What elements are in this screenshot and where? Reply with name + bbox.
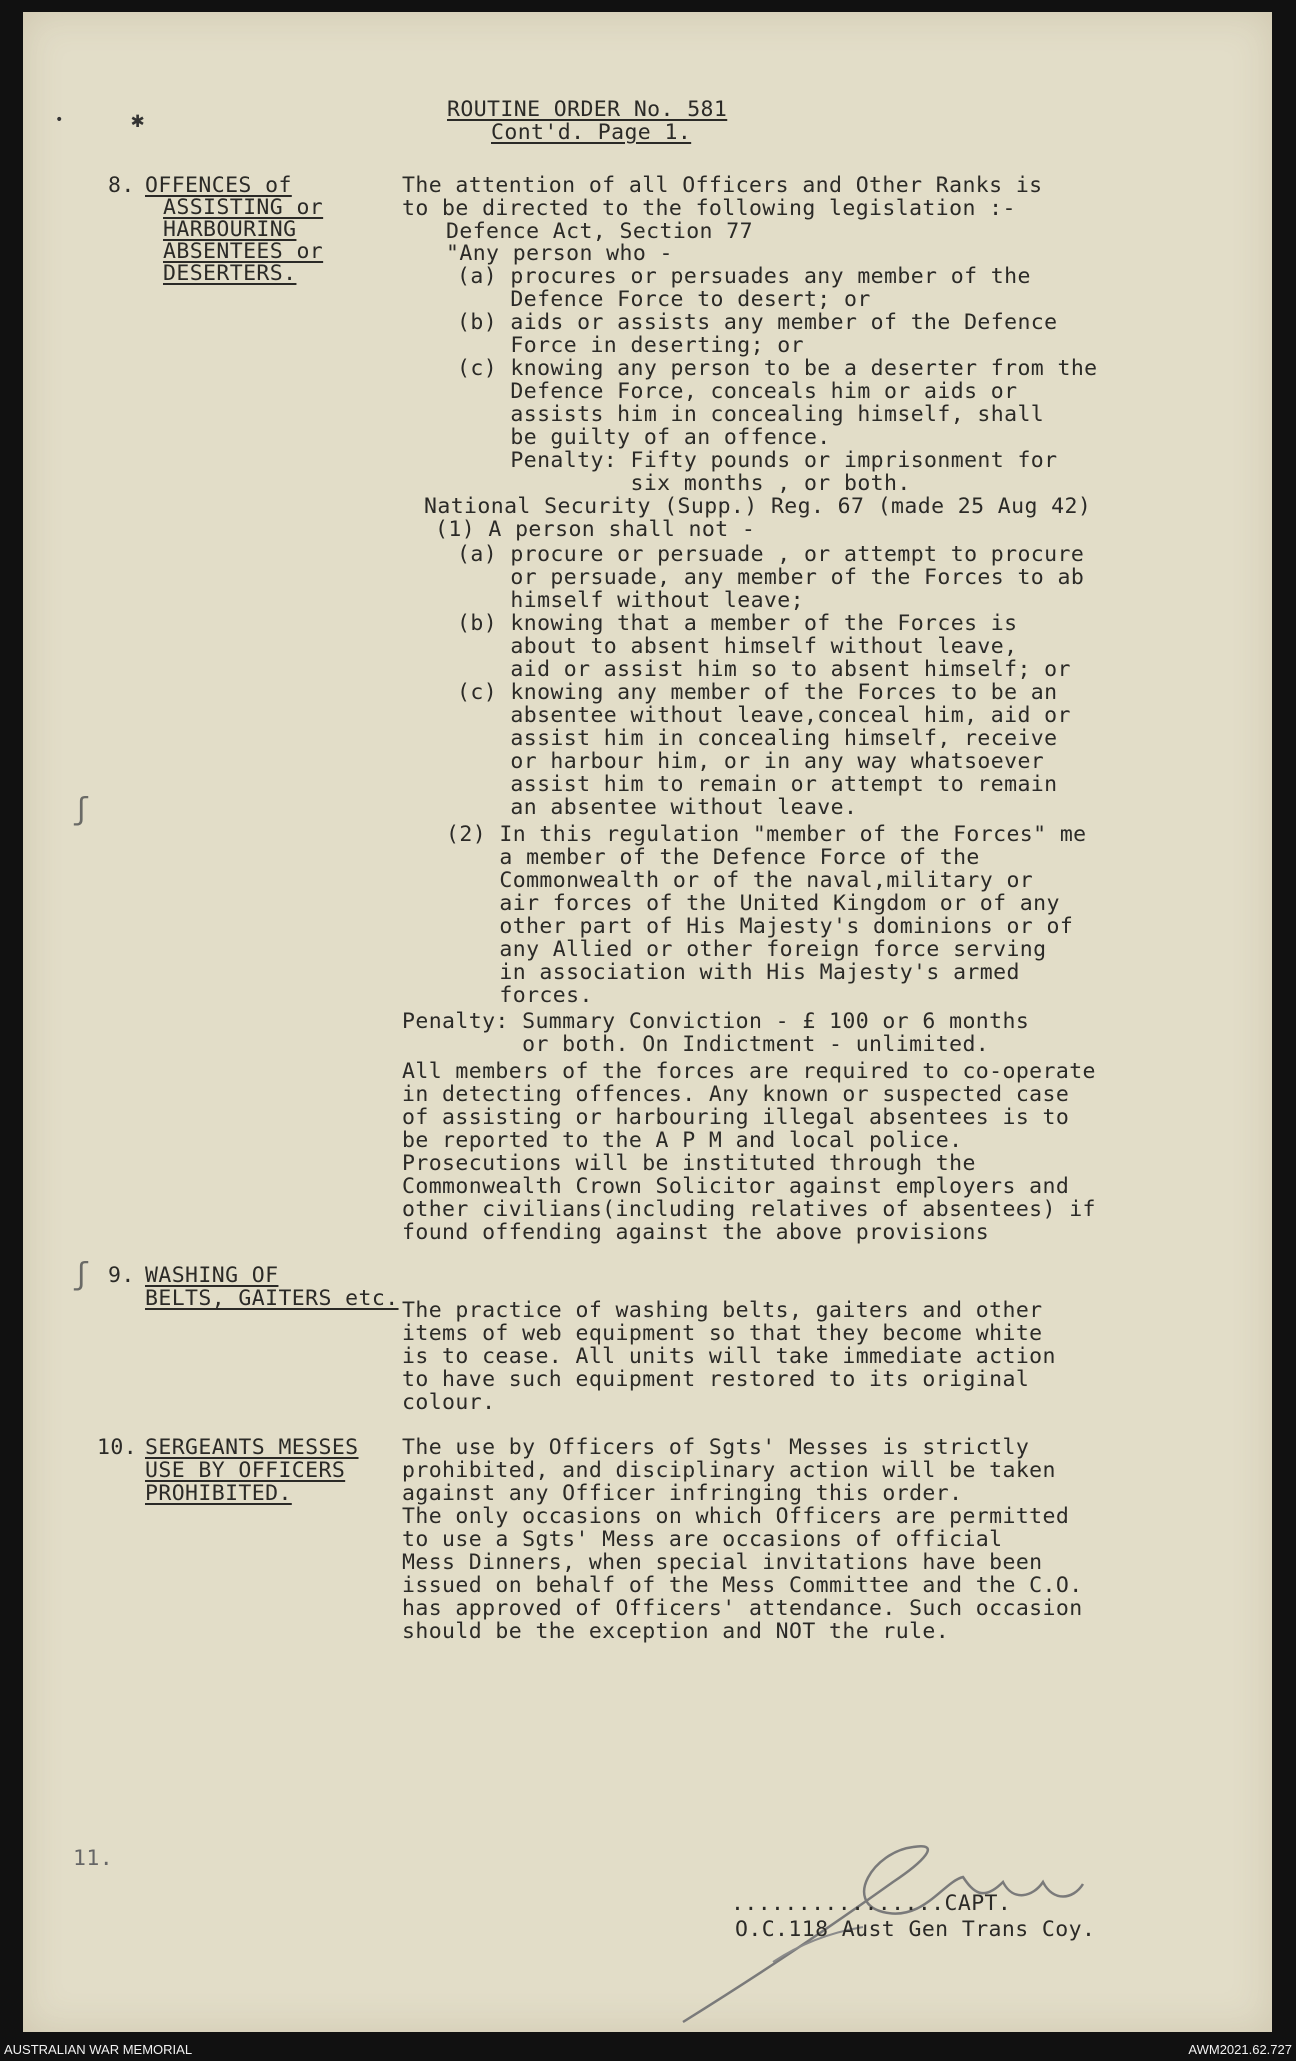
body-line: The only occasions on which Officers are permitted xyxy=(402,1504,1070,1529)
body-line: found offending against the above provisions xyxy=(402,1220,990,1245)
body-line: issued on behalf of the Mess Committee and the C.O. xyxy=(402,1573,1083,1598)
section-heading-line: SERGEANTS MESSES xyxy=(145,1435,359,1460)
body-line: air forces of the United Kingdom or of any xyxy=(446,891,1060,916)
body-line: assist him in concealing himself, receive xyxy=(457,726,1058,751)
body-line: The practice of washing belts, gaiters and other xyxy=(402,1298,1043,1323)
body-line: against any Officer infringing this order. xyxy=(402,1481,963,1506)
body-line: be guilty of an offence. xyxy=(457,425,831,450)
section-number: 10. xyxy=(97,1435,138,1460)
body-line: Commonwealth Crown Solicitor against employers and xyxy=(402,1174,1070,1199)
body-line: or harbour him, or in any way whatsoever xyxy=(457,749,1045,774)
section-number: 8. xyxy=(108,173,135,198)
body-line: Defence Act, Section 77 xyxy=(446,219,753,244)
body-line: other civilians(including relatives of absentees) if xyxy=(402,1197,1096,1222)
body-line: Defence Force to desert; or xyxy=(457,287,871,312)
section-heading-line: USE BY OFFICERS xyxy=(145,1458,346,1483)
body-line: a member of the Defence Force of the xyxy=(446,845,980,870)
body-line: items of web equipment so that they become white xyxy=(402,1321,1043,1346)
body-line: (b) aids or assists any member of the Defence xyxy=(457,310,1058,335)
body-line: or persuade, any member of the Forces to ab xyxy=(457,565,1085,590)
item-eleven-number: 11. xyxy=(73,1846,114,1871)
body-line: "Any person who - xyxy=(446,241,673,266)
body-line: other part of His Majesty's dominions or of xyxy=(446,914,1074,939)
punch-mark: ʃ xyxy=(72,792,91,827)
body-line: Penalty: Fifty pounds or imprisonment for xyxy=(457,448,1058,473)
body-line: forces. xyxy=(446,983,593,1008)
body-line: absentee without leave,conceal him, aid or xyxy=(457,703,1071,728)
body-line: of assisting or harbouring illegal absentees is to xyxy=(402,1105,1070,1130)
body-line: (c) knowing any member of the Forces to be an xyxy=(457,680,1058,705)
document-page xyxy=(23,12,1272,2032)
punch-mark: • xyxy=(55,112,64,128)
body-line: to be directed to the following legislation :- xyxy=(402,196,1016,221)
signature-unit: O.C.118 Aust Gen Trans Coy. xyxy=(735,1917,1096,1942)
punch-mark: ʃ xyxy=(72,1257,91,1292)
body-line: (a) procures or persuades any member of the xyxy=(457,264,1031,289)
section-heading-line: ASSISTING or xyxy=(163,195,324,220)
body-line: The use by Officers of Sgts' Messes is strictly xyxy=(402,1435,1030,1460)
body-line: Force in deserting; or xyxy=(457,333,804,358)
archive-reference: AWM2021.62.727 xyxy=(1188,2042,1292,2057)
section-heading-line: ABSENTEES or xyxy=(163,239,324,264)
page-continuation: Cont'd. Page 1. xyxy=(491,120,692,145)
body-line: (b) knowing that a member of the Forces is xyxy=(457,611,1018,636)
body-line: aid or assist him so to absent himself; or xyxy=(457,657,1071,682)
body-line: any Allied or other foreign force serving xyxy=(446,937,1047,962)
body-line: (a) procure or persuade , or attempt to procure xyxy=(457,542,1085,567)
body-line: be reported to the A P M and local police. xyxy=(402,1128,963,1153)
body-line: should be the exception and NOT the rule. xyxy=(402,1619,950,1644)
body-line: has approved of Officers' attendance. Such occasion xyxy=(402,1596,1083,1621)
section-heading-line: DESERTERS. xyxy=(163,261,297,286)
body-line: Penalty: Summary Conviction - £ 100 or 6 months xyxy=(402,1009,1030,1034)
body-line: to use a Sgts' Mess are occasions of official xyxy=(402,1527,1003,1552)
body-line: prohibited, and disciplinary action will be taken xyxy=(402,1458,1056,1483)
body-line: The attention of all Officers and Other Ranks is xyxy=(402,173,1043,198)
body-line: six months , or both. xyxy=(457,471,911,496)
section-heading-line: PROHIBITED. xyxy=(145,1481,292,1506)
body-line: Mess Dinners, when special invitations have been xyxy=(402,1550,1043,1575)
archive-footer xyxy=(0,2038,1296,2061)
section-number: 9. xyxy=(108,1263,135,1288)
punch-mark: ✱ xyxy=(131,108,145,133)
body-line: assist him to remain or attempt to remain xyxy=(457,772,1058,797)
section-heading-line: OFFENCES of xyxy=(145,173,292,198)
body-line: (c) knowing any person to be a deserter from the xyxy=(457,356,1098,381)
body-line: about to absent himself without leave, xyxy=(457,634,1018,659)
order-title: ROUTINE ORDER No. 581 xyxy=(447,97,728,122)
body-line: (1) A person shall not - xyxy=(435,517,756,542)
body-line: All members of the forces are required to co-operate xyxy=(402,1059,1096,1084)
body-line: colour. xyxy=(402,1390,496,1415)
section-heading-line: BELTS, GAITERS etc. xyxy=(145,1286,399,1311)
body-line: in association with His Majesty's armed xyxy=(446,960,1020,985)
body-line: himself without leave; xyxy=(457,588,804,613)
body-line: in detecting offences. Any known or suspected case xyxy=(402,1082,1070,1107)
section-heading-line: WASHING OF xyxy=(145,1263,279,1288)
signature-rank: ................CAPT. xyxy=(731,1891,1012,1916)
body-line: Defence Force, conceals him or aids or xyxy=(457,379,1018,404)
body-line: an absentee without leave. xyxy=(457,795,858,820)
archive-name: AUSTRALIAN WAR MEMORIAL xyxy=(4,2042,193,2057)
section-heading-line: HARBOURING xyxy=(163,217,297,242)
body-line: or both. On Indictment - unlimited. xyxy=(402,1032,990,1057)
body-line: Commonwealth or of the naval,military or xyxy=(446,868,1034,893)
body-line: (2) In this regulation "member of the Forces" me xyxy=(446,822,1087,847)
body-line: is to cease. All units will take immediate action xyxy=(402,1344,1056,1369)
body-line: National Security (Supp.) Reg. 67 (made 25 Aug 42) xyxy=(424,494,1092,519)
body-line: assists him in concealing himself, shall xyxy=(457,402,1045,427)
body-line: Prosecutions will be instituted through the xyxy=(402,1151,976,1176)
body-line: to have such equipment restored to its original xyxy=(402,1367,1030,1392)
